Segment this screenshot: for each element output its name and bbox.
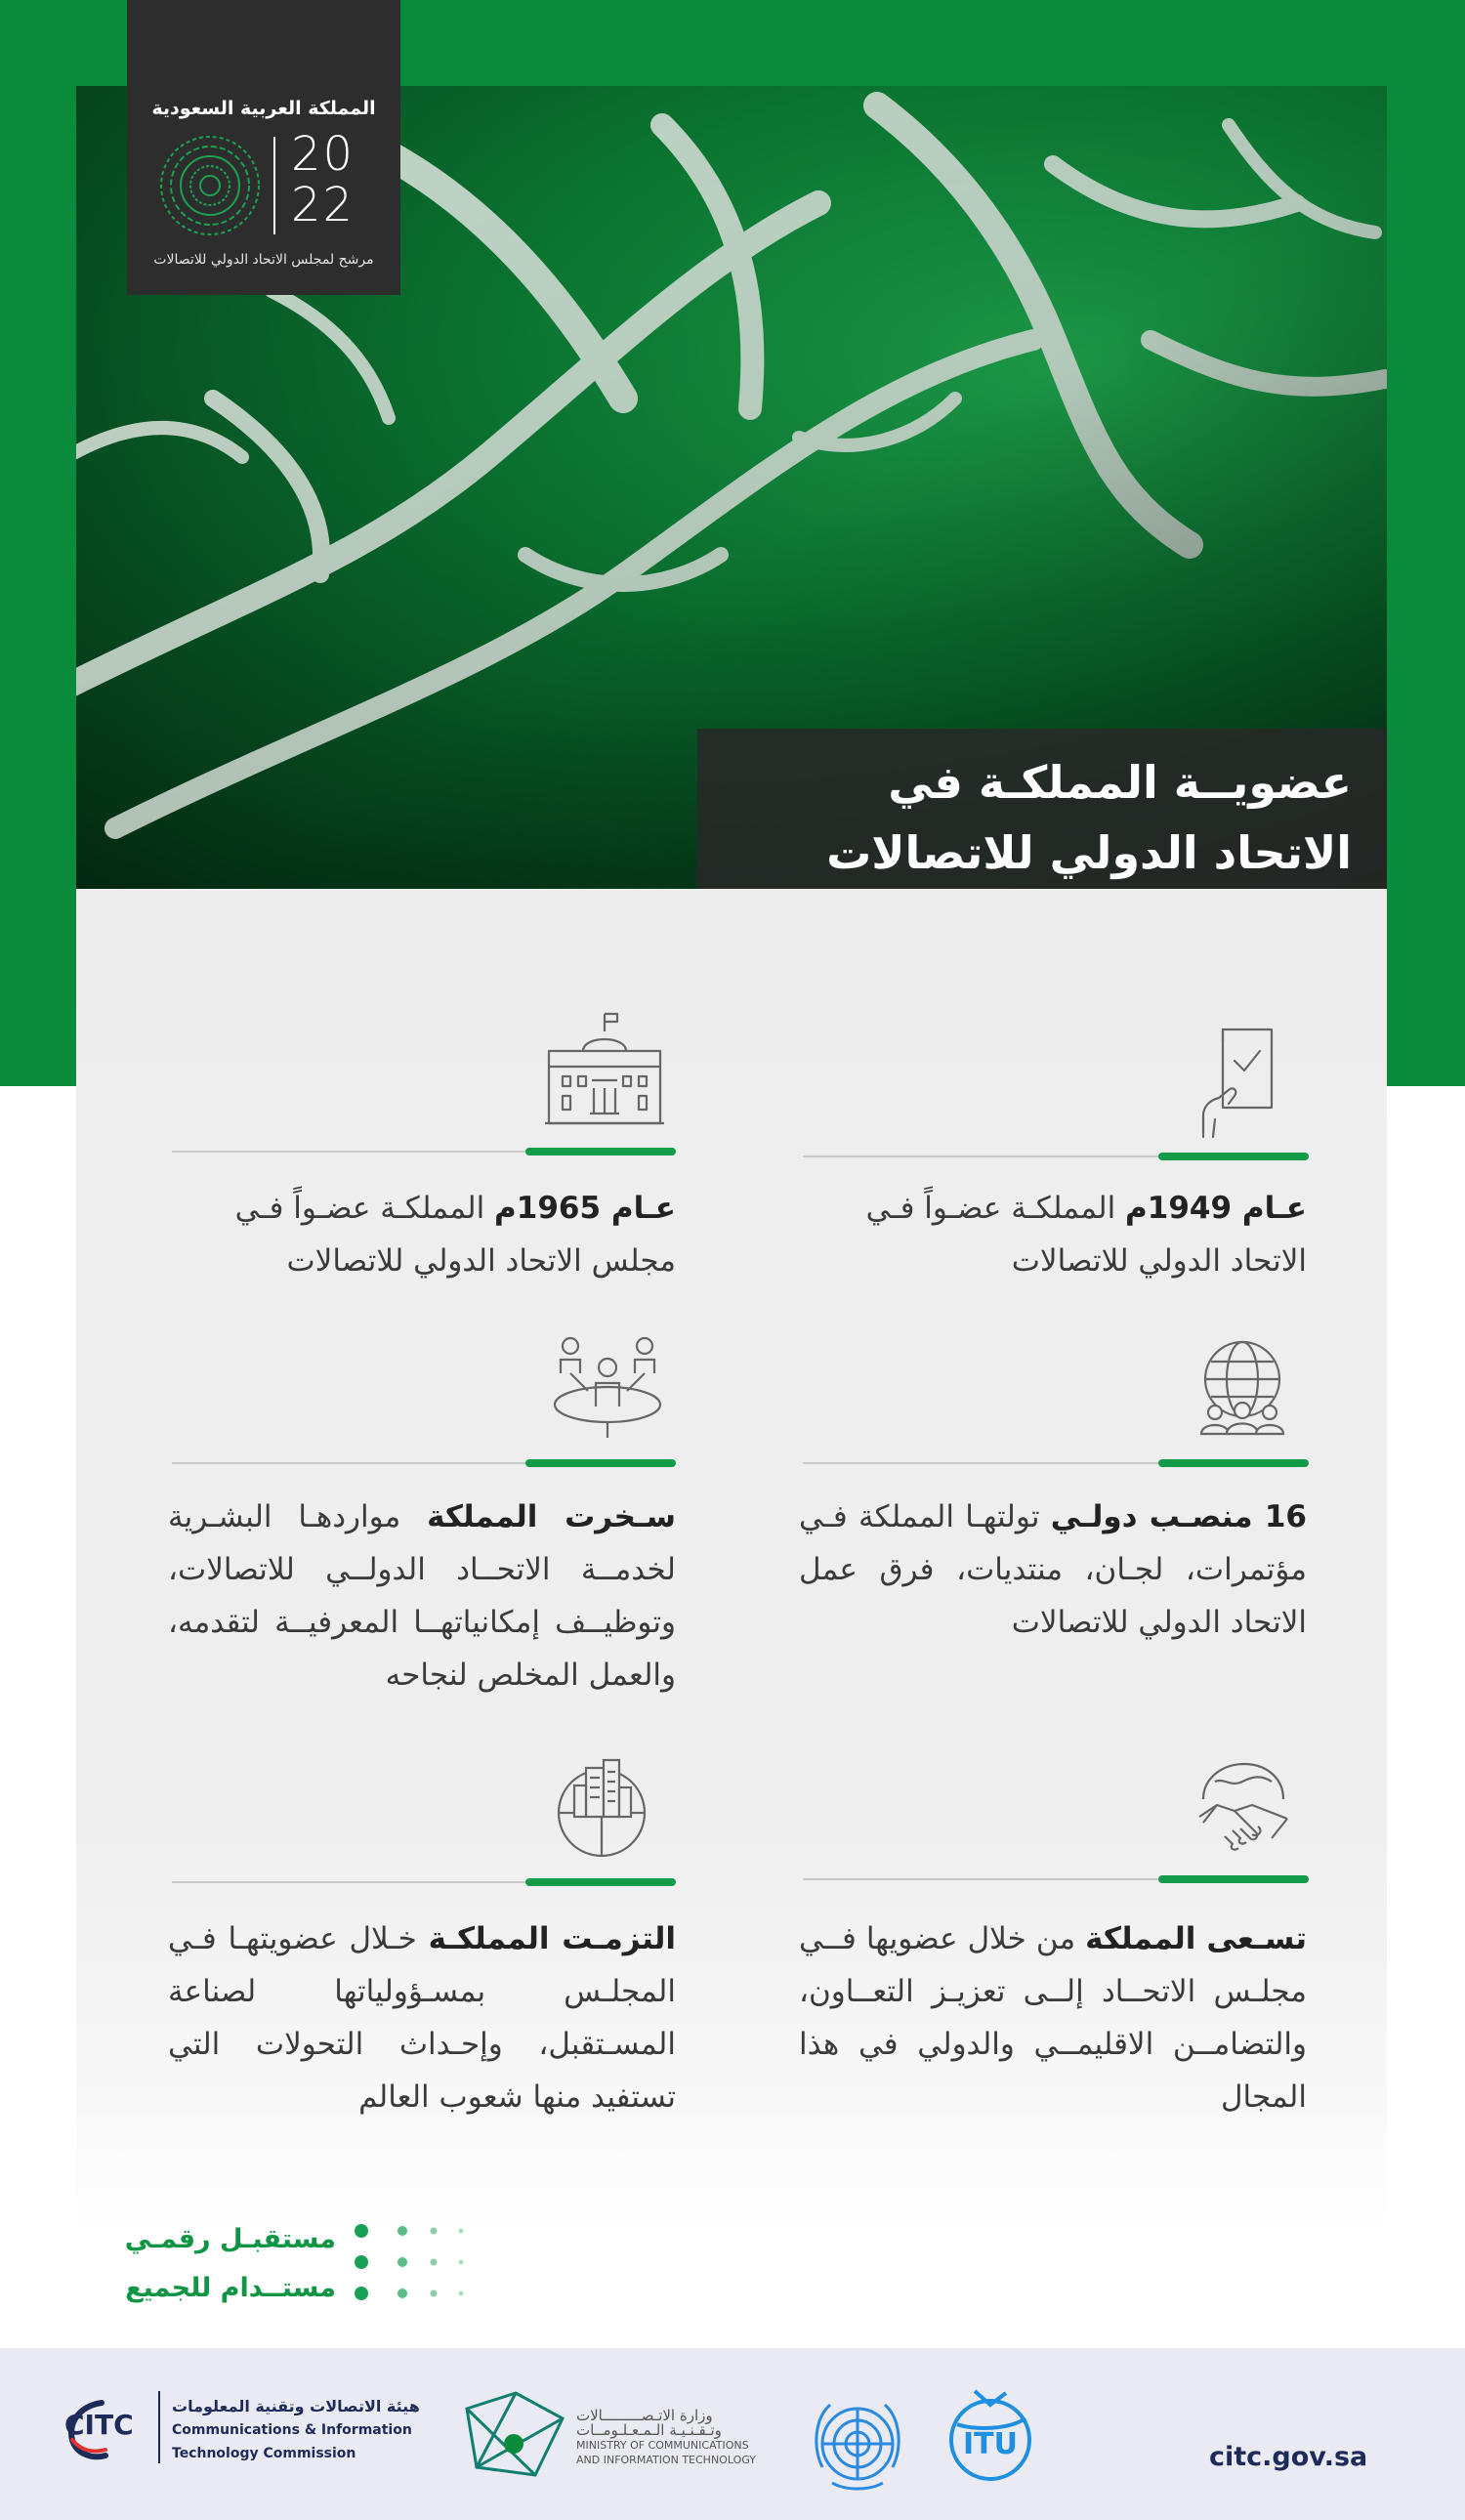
page-title-line-1: عضويــة المملكـة في [888,756,1352,809]
fact-commitment [168,1912,676,2123]
people-network-icon [549,1334,666,1440]
logo-country-text: المملكة العربية السعودية [151,98,376,119]
globe-handshake-icon [1195,1760,1291,1858]
footer-divider [158,2391,160,2463]
fact-text: خـلال عضويتهـا فـي المجلـس بمسـؤولياتها لصناعة المسـتقبل، وإحـداث التحولات التي تستفيد منها شعوب العالم [168,1921,676,2115]
itu-logo-text: ITU [963,2427,1018,2461]
fact-bold: سـخرت المملكة [427,1499,677,1534]
mcit-name [576,2409,781,2467]
fact-bold: عـام 1965م [494,1191,676,1226]
fact-bold: التزمـت المملكـة [428,1921,677,1956]
fact-text: المملكـة عضـواً فـي [865,1191,1126,1226]
fact-cooperation [799,1912,1307,2123]
website-link[interactable]: citc.gov.sa [1209,2442,1368,2472]
citc-name-english-1: Communications & Information [172,2422,412,2438]
document-check-icon [1193,1022,1283,1139]
fact-bold: 16 منصـب دولـي [1050,1499,1307,1534]
citc-name-arabic: هيئة الاتصالات وتقنية المعلومات [172,2397,420,2415]
fact-1949-membership [799,1182,1307,1287]
fact-bold: تسـعى المملكة [1085,1921,1307,1956]
fact-text: الاتحاد الدولي للاتصالات [1011,1243,1307,1279]
concentric-rings-icon [156,132,264,239]
mcit-name-english-1: MINISTRY OF COMMUNICATIONS [576,2439,749,2452]
green-accent-bar [1158,1153,1309,1160]
fact-text: مجلس الاتحاد الدولي للاتصالات [286,1243,676,1279]
fact-text: من خلال عضويها فــي مجلـس الاتحــاد إلــى تعزيـز التعــاون، والتضامــن الاقليمــي والدولي في هذا المجال [799,1921,1307,2115]
globe-people-icon [1193,1338,1291,1436]
fact-text: تولتهـا المملكة فـي مؤتمرات، لجـان، منتديات، فرق عمل الاتحاد الدولي للاتصالات [799,1499,1307,1640]
mcit-logo-icon [457,2389,572,2487]
citc-name-english-2: Technology Commission [172,2446,356,2461]
united-nations-emblem-icon [803,2389,912,2499]
mcit-name-english-2: AND INFORMATION TECHNOLOGY [576,2454,756,2466]
mcit-name-arabic-2: وتـقـنـيـة الـمـعـلـومــات [576,2421,722,2439]
logo-year-bottom: 22 [291,178,356,232]
slogan-line-2: مستــدام للجميع [125,2273,336,2303]
citc-logo-text: CITC [64,2409,134,2441]
itu-logo-icon [943,2385,1037,2487]
page-title-line-2: الاتحاد الدولي للاتصالات [826,826,1352,879]
green-accent-bar [1158,1875,1309,1883]
fact-bold: عـام 1949م [1125,1191,1307,1226]
citc-name [172,2395,420,2465]
mcit-name-arabic-1: وزارة الاتـصـــــــــالات [576,2407,713,2424]
dot-grid-decoration [352,2219,469,2307]
city-globe-icon [555,1758,649,1860]
fact-16-positions [799,1491,1307,1649]
logo-year-top: 20 [291,127,356,182]
logo-divider [273,137,275,234]
candidacy-2022-logo [127,0,400,295]
slogan [105,2215,336,2313]
green-accent-bar [1158,1459,1309,1467]
green-accent-bar [525,1148,676,1155]
fact-text: مواردهـا البشـرية لخدمــة الاتحــاد الدولــي للاتصالات، وتوظيــف إمكانياتهــا المعرفيــة لتقدمه، والعمل المخلص لنجاحه [168,1499,676,1693]
fact-text: المملكـة عضـواً فـي [234,1191,495,1226]
parliament-building-icon [543,1012,666,1133]
logo-year [291,129,355,231]
slogan-line-1: مستقبـل رقمـي [124,2224,336,2254]
green-accent-bar [525,1459,676,1467]
fact-1965-council [168,1182,676,1287]
green-accent-bar [525,1878,676,1886]
logo-caption: مرشح لمجلس الاتحاد الدولي للاتصالات [153,252,374,268]
fact-human-resources [168,1491,676,1701]
